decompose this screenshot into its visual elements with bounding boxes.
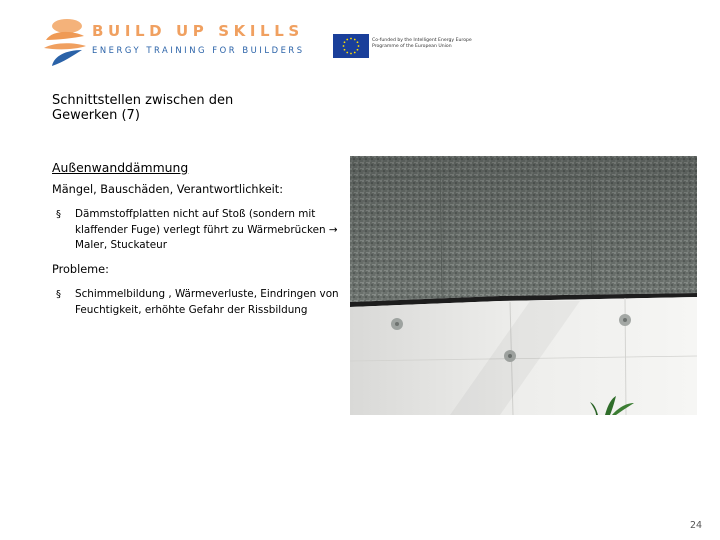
eu-star-icon: [354, 52, 356, 54]
defects-label: Mängel, Bauschäden, Verantwortlichkeit:: [52, 183, 284, 196]
eu-star-icon: [344, 49, 346, 51]
insulation-wall-photo: [350, 156, 697, 415]
eu-funding-text: Co-funded by the Intelligent Energy Europe Programme of the European Union: [372, 38, 472, 49]
bullet-marker: §: [56, 209, 61, 220]
problems-label: Probleme:: [52, 263, 109, 276]
eu-star-icon: [350, 53, 352, 55]
eu-flag-icon: [333, 34, 369, 58]
eu-star-icon: [350, 38, 352, 40]
eu-star-icon: [357, 49, 359, 51]
eu-star-icon: [346, 52, 348, 54]
eu-star-icon: [358, 45, 360, 47]
eu-star-icon: [343, 45, 345, 47]
eu-star-icon: [357, 41, 359, 43]
problems-bullet: [52, 287, 342, 335]
defects-bullet: [52, 207, 342, 255]
eu-star-icon: [344, 41, 346, 43]
eu-star-icon: [346, 39, 348, 41]
section-heading: Außenwanddämmung: [52, 160, 189, 175]
defects-bullet-text: Dämmstoffplatten nicht auf Stoß (sondern mit klaffender Fuge) verlegt führt zu Wärmebrücken → Maler, Stuckateur: [75, 208, 338, 251]
logo-title: BUILD UP SKILLS: [92, 22, 304, 40]
page-number: 24: [690, 520, 703, 531]
eu-star-icon: [354, 39, 356, 41]
logo-subtitle: ENERGY TRAINING FOR BUILDERS: [92, 45, 305, 55]
problems-bullet-text: Schimmelbildung , Wärmeverluste, Eindringen von Feuchtigkeit, erhöhte Gefahr der Rissbildung: [75, 288, 339, 316]
bullet-marker: §: [56, 289, 61, 300]
build-up-skills-logo-icon: [40, 16, 90, 68]
slide-title: Schnittstellen zwischen den Gewerken (7): [52, 93, 234, 123]
